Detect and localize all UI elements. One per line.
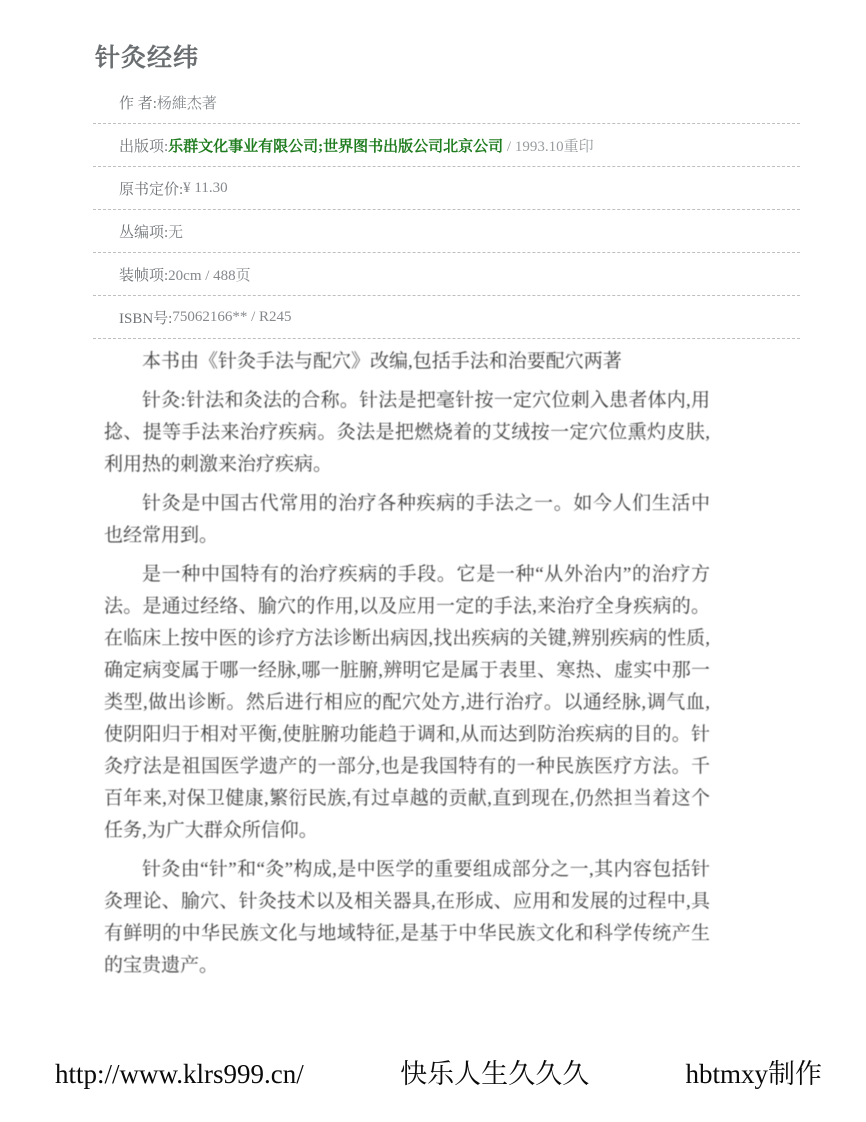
- series-value: 无: [168, 224, 184, 241]
- book-description-paragraph: 本书由《针灸手法与配穴》改编,包括手法和治要配穴两著: [142, 351, 622, 372]
- footer-slogan: 快乐人生久久久: [400, 1059, 590, 1089]
- meta-row-binding: [93, 253, 800, 296]
- publication-reprint-info: / 1993.10重印: [503, 138, 594, 155]
- book-description-paragraph: 针灸:针法和灸法的合称。针法是把毫针按一定穴位刺入患者体内,用捻、提等手法来治疗疾病。灸法是把燃烧着的艾绒按一定穴位熏灼皮肤,利用热的刺激来治疗疾病。: [104, 390, 710, 475]
- book-description-paragraph: 针灸由“针”和“灸”构成,是中医学的重要组成部分之一,其内容包括针灸理论、腧穴、针灸技术以及相关器具,在形成、应用和发展的过程中,具有鲜明的中华民族文化与地域特征,是基于中华民族文化和科学传统产生的宝贵遗产。: [104, 859, 710, 976]
- book-metadata-list: [93, 81, 800, 339]
- author-value: 杨維杰著: [156, 95, 217, 112]
- page-footer: [55, 1052, 822, 1091]
- meta-row-publication: [93, 124, 800, 167]
- meta-row-price: [93, 167, 800, 210]
- book-description-paragraph: 是一种中国特有的治疗疾病的手段。它是一种“从外治内”的治疗方法。是通过经络、腧穴的作用,以及应用一定的手法,来治疗全身疾病的。在临床上按中医的诊疗方法诊断出病因,找出疾病的关键,辨别疾病的性质,确定病变属于哪一经脉,哪一脏腑,辨明它是属于表里、寒热、虚实中那一类型,做出诊断。然后进行相应的配穴处方,进行治疗。以通经脉,调气血,使阴阳归于相对平衡,使脏腑功能趋于调和,从而达到防治疾病的目的。针灸疗法是祖国医学遗产的一部分,也是我国特有的一种民族医疗方法。千百年来,对保卫健康,繁衍民族,有过卓越的贡献,直到现在,仍然担当着这个任务,为广大群众所信仰。: [104, 564, 710, 841]
- book-description: [104, 346, 710, 989]
- publication-label: 出版项:: [119, 138, 169, 155]
- publisher-link[interactable]: 乐群文化事业有限公司;世界图书出版公司北京公司: [168, 138, 504, 155]
- meta-row-series: [93, 210, 800, 253]
- book-description-paragraph: 针灸是中国古代常用的治疗各种疾病的手法之一。如今人们生活中也经常用到。: [104, 493, 710, 546]
- price-label: 原书定价:: [119, 181, 184, 198]
- page-title: 针灸经纬: [95, 44, 200, 72]
- footer-url: http://www.klrs999.cn/: [55, 1059, 304, 1089]
- series-label: 丛编项:: [119, 224, 169, 241]
- isbn-value: 75062166** / R245: [172, 308, 292, 325]
- price-value: ¥ 11.30: [183, 179, 228, 196]
- isbn-label: ISBN号:: [119, 310, 173, 327]
- meta-row-author: [93, 81, 800, 124]
- binding-value: 20cm / 488页: [168, 267, 251, 284]
- binding-label: 装帧项:: [119, 267, 169, 284]
- meta-row-isbn: [93, 296, 800, 339]
- footer-credit: hbtmxy制作: [685, 1059, 822, 1089]
- author-label: 作 者:: [119, 95, 157, 112]
